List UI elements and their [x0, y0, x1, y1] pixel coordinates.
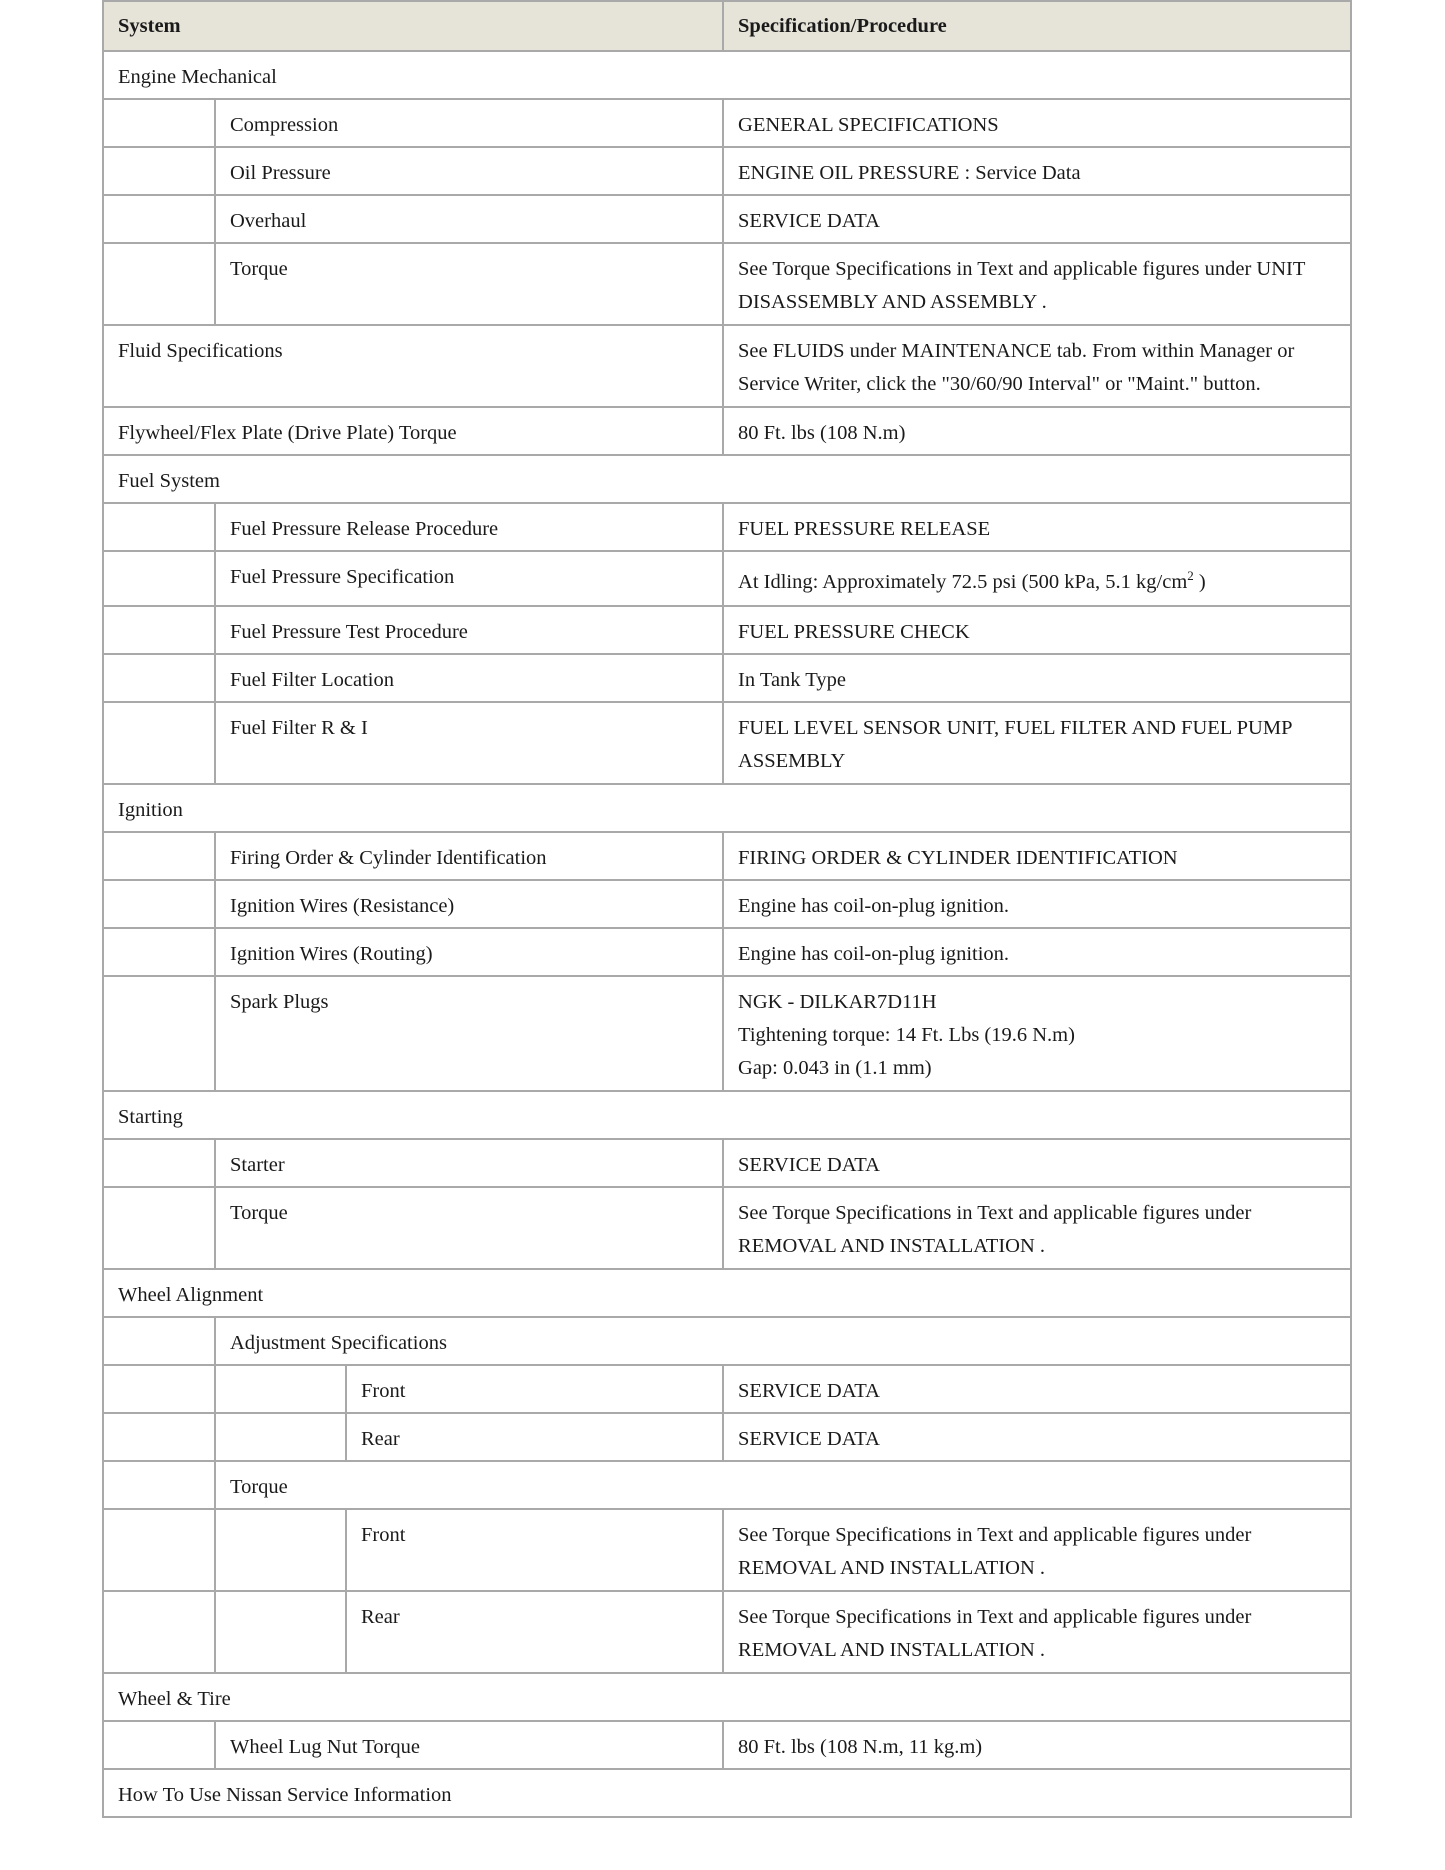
table-row	[103, 976, 1351, 1091]
row-label: Overhaul	[215, 195, 723, 243]
indent-cell	[103, 1317, 215, 1365]
table-row	[103, 551, 1351, 606]
section-wheel-tire: Wheel & Tire	[103, 1673, 1351, 1721]
row-value: See Torque Specifications in Text and applicable figures under REMOVAL AND INSTALLATION .	[723, 1509, 1351, 1591]
table-row	[103, 1591, 1351, 1673]
table-row	[103, 928, 1351, 976]
row-value-link[interactable]: GENERAL SPECIFICATIONS	[723, 99, 1351, 147]
row-value-link[interactable]: SERVICE DATA	[723, 195, 1351, 243]
table-row	[103, 1139, 1351, 1187]
row-label: Firing Order & Cylinder Identification	[215, 832, 723, 880]
row-value: 80 Ft. lbs (108 N.m)	[723, 407, 1351, 455]
row-label: Front	[346, 1365, 723, 1413]
section-row	[103, 455, 1351, 503]
row-value-link[interactable]: FUEL PRESSURE CHECK	[723, 606, 1351, 654]
row-value: See Torque Specifications in Text and applicable figures under REMOVAL AND INSTALLATION .	[723, 1187, 1351, 1269]
header-spec: Specification/Procedure	[723, 1, 1351, 51]
specifications-table	[102, 0, 1352, 1818]
table-row	[103, 99, 1351, 147]
row-label: Rear	[346, 1591, 723, 1673]
row-label: Fuel Pressure Specification	[215, 551, 723, 606]
row-label: Ignition Wires (Routing)	[215, 928, 723, 976]
row-value-link[interactable]: FUEL PRESSURE RELEASE	[723, 503, 1351, 551]
table-row	[103, 1365, 1351, 1413]
indent-cell	[103, 99, 215, 147]
indent-cell	[103, 195, 215, 243]
section-engine-mechanical: Engine Mechanical	[103, 51, 1351, 99]
indent-cell	[103, 147, 215, 195]
row-value	[723, 976, 1351, 1091]
indent-cell	[103, 928, 215, 976]
indent-cell	[103, 1721, 215, 1769]
section-row	[103, 1269, 1351, 1317]
table-row	[103, 606, 1351, 654]
fuel-spec-tail: )	[1193, 571, 1206, 593]
section-starting: Starting	[103, 1091, 1351, 1139]
table-row	[103, 832, 1351, 880]
row-label: Fuel Filter Location	[215, 654, 723, 702]
indent-cell	[103, 832, 215, 880]
section-row	[103, 1673, 1351, 1721]
indent-cell	[103, 1509, 215, 1591]
row-value-link[interactable]: SERVICE DATA	[723, 1365, 1351, 1413]
row-value-link[interactable]: FIRING ORDER & CYLINDER IDENTIFICATION	[723, 832, 1351, 880]
section-wheel-alignment: Wheel Alignment	[103, 1269, 1351, 1317]
indent-cell	[103, 1187, 215, 1269]
indent-cell	[103, 1413, 215, 1461]
section-row	[103, 784, 1351, 832]
table-row	[103, 1187, 1351, 1269]
section-row	[103, 51, 1351, 99]
table-row	[103, 503, 1351, 551]
indent-cell	[103, 654, 215, 702]
spark-plug-torque: Tightening torque: 14 Ft. Lbs (19.6 N.m)	[738, 1024, 1075, 1046]
row-label: Rear	[346, 1413, 723, 1461]
indent-cell	[103, 880, 215, 928]
row-label: Fuel Pressure Release Procedure	[215, 503, 723, 551]
indent-cell	[103, 503, 215, 551]
row-value	[723, 551, 1351, 606]
subsection-adjustment-specifications: Adjustment Specifications	[215, 1317, 1351, 1365]
row-value-link[interactable]: FUEL LEVEL SENSOR UNIT, FUEL FILTER AND FUEL PUMP ASSEMBLY	[723, 702, 1351, 784]
indent-cell	[103, 1139, 215, 1187]
indent-cell	[215, 1591, 346, 1673]
table-row	[103, 147, 1351, 195]
section-fuel-system: Fuel System	[103, 455, 1351, 503]
row-value: In Tank Type	[723, 654, 1351, 702]
indent-cell	[103, 606, 215, 654]
row-label: Flywheel/Flex Plate (Drive Plate) Torque	[103, 407, 723, 455]
section-how-to-link[interactable]: How To Use Nissan Service Information	[103, 1769, 1351, 1817]
row-label: Wheel Lug Nut Torque	[215, 1721, 723, 1769]
row-label: Spark Plugs	[215, 976, 723, 1091]
row-value: 80 Ft. lbs (108 N.m, 11 kg.m)	[723, 1721, 1351, 1769]
row-value: Engine has coil-on-plug ignition.	[723, 928, 1351, 976]
section-ignition: Ignition	[103, 784, 1351, 832]
indent-cell	[103, 1461, 215, 1509]
header-system: System	[103, 1, 723, 51]
table-row	[103, 1509, 1351, 1591]
indent-cell	[215, 1509, 346, 1591]
subsection-row	[103, 1317, 1351, 1365]
subsection-torque: Torque	[215, 1461, 1351, 1509]
row-label: Torque	[215, 243, 723, 325]
table-row	[103, 1413, 1351, 1461]
row-value-link[interactable]: SERVICE DATA	[723, 1413, 1351, 1461]
row-value: Engine has coil-on-plug ignition.	[723, 880, 1351, 928]
spark-plug-part: NGK - DILKAR7D11H	[738, 991, 937, 1013]
superscript: 2	[1187, 568, 1194, 583]
table-row	[103, 195, 1351, 243]
indent-cell	[215, 1413, 346, 1461]
row-label: Front	[346, 1509, 723, 1591]
table-row	[103, 702, 1351, 784]
row-value: See Torque Specifications in Text and applicable figures under REMOVAL AND INSTALLATION .	[723, 1591, 1351, 1673]
row-label: Starter	[215, 1139, 723, 1187]
table-row	[103, 325, 1351, 407]
row-value-link[interactable]: ENGINE OIL PRESSURE : Service Data	[723, 147, 1351, 195]
row-value: See Torque Specifications in Text and applicable figures under UNIT DISASSEMBLY AND ASSEMBLY .	[723, 243, 1351, 325]
indent-cell	[103, 702, 215, 784]
spark-plug-gap: Gap: 0.043 in (1.1 mm)	[738, 1057, 932, 1079]
indent-cell	[215, 1365, 346, 1413]
row-label: Torque	[215, 1187, 723, 1269]
indent-cell	[103, 551, 215, 606]
section-row	[103, 1091, 1351, 1139]
row-label: Fuel Filter R & I	[215, 702, 723, 784]
fuel-spec-text: At Idling: Approximately 72.5 psi (500 kPa, 5.1 kg/cm	[738, 571, 1188, 593]
table-row	[103, 1721, 1351, 1769]
row-value: See FLUIDS under MAINTENANCE tab. From within Manager or Service Writer, click the "30/60/90 Interval" or "Maint." button.	[723, 325, 1351, 407]
section-row	[103, 1769, 1351, 1817]
row-label: Fuel Pressure Test Procedure	[215, 606, 723, 654]
table-row	[103, 654, 1351, 702]
indent-cell	[103, 976, 215, 1091]
row-label: Compression	[215, 99, 723, 147]
indent-cell	[103, 1365, 215, 1413]
row-label: Ignition Wires (Resistance)	[215, 880, 723, 928]
row-label: Fluid Specifications	[103, 325, 723, 407]
row-value-link[interactable]: SERVICE DATA	[723, 1139, 1351, 1187]
indent-cell	[103, 1591, 215, 1673]
table-row	[103, 243, 1351, 325]
row-label: Oil Pressure	[215, 147, 723, 195]
table-row	[103, 407, 1351, 455]
table-row	[103, 880, 1351, 928]
indent-cell	[103, 243, 215, 325]
subsection-row	[103, 1461, 1351, 1509]
